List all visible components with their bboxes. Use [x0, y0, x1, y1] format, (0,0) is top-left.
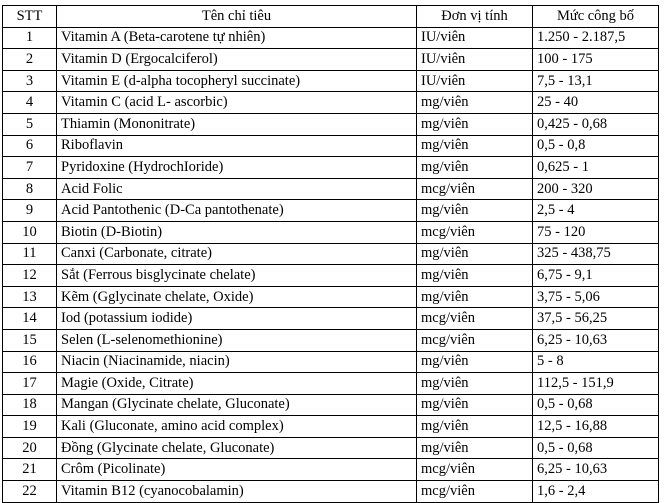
header-level: Mức công bố — [533, 6, 659, 28]
table-row — [3, 113, 659, 135]
table-row — [3, 329, 659, 351]
cell-stt: 13 — [3, 286, 57, 308]
cell-stt: 5 — [3, 113, 57, 135]
cell-level: 200 - 320 — [533, 178, 659, 200]
cell-stt: 15 — [3, 329, 57, 351]
cell-name: Vitamin A (Beta-carotene tự nhiên) — [57, 27, 417, 49]
cell-unit: mg/viên — [417, 243, 533, 265]
cell-level: 100 - 175 — [533, 49, 659, 71]
cell-unit: mg/viên — [417, 286, 533, 308]
cell-name: Thiamin (Mononitrate) — [57, 113, 417, 135]
cell-name: Niacin (Niacinamide, niacin) — [57, 351, 417, 373]
cell-unit: mg/viên — [417, 351, 533, 373]
cell-stt: 17 — [3, 373, 57, 395]
cell-stt: 18 — [3, 394, 57, 416]
cell-stt: 2 — [3, 49, 57, 71]
table-row — [3, 265, 659, 287]
table-row — [3, 92, 659, 114]
cell-name: Sắt (Ferrous bisglycinate chelate) — [57, 265, 417, 287]
cell-unit: mg/viên — [417, 373, 533, 395]
cell-unit: mg/viên — [417, 92, 533, 114]
cell-unit: mcg/viên — [417, 178, 533, 200]
cell-name: Iod (potassium iodide) — [57, 308, 417, 330]
cell-level: 0,425 - 0,68 — [533, 113, 659, 135]
nutrient-table — [2, 5, 659, 503]
cell-name: Crôm (Picolinate) — [57, 459, 417, 481]
table-row — [3, 157, 659, 179]
cell-unit: IU/viên — [417, 70, 533, 92]
cell-unit: mg/viên — [417, 113, 533, 135]
table-row — [3, 416, 659, 438]
table-row — [3, 243, 659, 265]
cell-stt: 7 — [3, 157, 57, 179]
cell-name: Vitamin C (acid L- ascorbic) — [57, 92, 417, 114]
cell-level: 0,625 - 1 — [533, 157, 659, 179]
cell-level: 325 - 438,75 — [533, 243, 659, 265]
cell-unit: mg/viên — [417, 200, 533, 222]
table-row — [3, 437, 659, 459]
table-row — [3, 200, 659, 222]
cell-stt: 20 — [3, 437, 57, 459]
cell-unit: mcg/viên — [417, 481, 533, 503]
cell-stt: 22 — [3, 481, 57, 503]
cell-level: 1,6 - 2,4 — [533, 481, 659, 503]
cell-name: Đồng (Glycinate chelate, Gluconate) — [57, 437, 417, 459]
table-row — [3, 394, 659, 416]
table-row — [3, 178, 659, 200]
table-row — [3, 286, 659, 308]
cell-stt: 19 — [3, 416, 57, 438]
table-row — [3, 221, 659, 243]
cell-name: Kẽm (Gglycinate chelate, Oxide) — [57, 286, 417, 308]
cell-level: 12,5 - 16,88 — [533, 416, 659, 438]
cell-unit: mcg/viên — [417, 329, 533, 351]
cell-stt: 14 — [3, 308, 57, 330]
cell-level: 6,75 - 9,1 — [533, 265, 659, 287]
table-row — [3, 135, 659, 157]
table-row — [3, 459, 659, 481]
cell-unit: IU/viên — [417, 49, 533, 71]
cell-stt: 6 — [3, 135, 57, 157]
cell-name: Acid Folic — [57, 178, 417, 200]
cell-unit: mg/viên — [417, 265, 533, 287]
table-header — [3, 6, 659, 28]
cell-name: Biotin (D-Biotin) — [57, 221, 417, 243]
cell-level: 0,5 - 0,8 — [533, 135, 659, 157]
cell-stt: 21 — [3, 459, 57, 481]
cell-level: 0,5 - 0,68 — [533, 437, 659, 459]
cell-name: Mangan (Glycinate chelate, Gluconate) — [57, 394, 417, 416]
cell-unit: mcg/viên — [417, 221, 533, 243]
cell-stt: 1 — [3, 27, 57, 49]
cell-unit: mg/viên — [417, 416, 533, 438]
cell-name: Vitamin D (Ergocalciferol) — [57, 49, 417, 71]
header-stt: STT — [3, 6, 57, 28]
cell-level: 6,25 - 10,63 — [533, 459, 659, 481]
cell-stt: 10 — [3, 221, 57, 243]
table-row — [3, 49, 659, 71]
table-body — [3, 27, 659, 502]
cell-stt: 12 — [3, 265, 57, 287]
cell-name: Vitamin B12 (cyanocobalamin) — [57, 481, 417, 503]
cell-level: 0,5 - 0,68 — [533, 394, 659, 416]
cell-level: 7,5 - 13,1 — [533, 70, 659, 92]
cell-unit: IU/viên — [417, 27, 533, 49]
header-unit: Đơn vị tính — [417, 6, 533, 28]
cell-level: 6,25 - 10,63 — [533, 329, 659, 351]
cell-name: Riboflavin — [57, 135, 417, 157]
cell-level: 37,5 - 56,25 — [533, 308, 659, 330]
cell-name: Magie (Oxide, Citrate) — [57, 373, 417, 395]
cell-name: Acid Pantothenic (D-Ca pantothenate) — [57, 200, 417, 222]
table-row — [3, 373, 659, 395]
cell-stt: 9 — [3, 200, 57, 222]
cell-name: Pyridoxine (HydrochIoride) — [57, 157, 417, 179]
cell-level: 112,5 - 151,9 — [533, 373, 659, 395]
cell-unit: mg/viên — [417, 437, 533, 459]
table-row — [3, 27, 659, 49]
table-row — [3, 308, 659, 330]
cell-stt: 3 — [3, 70, 57, 92]
cell-level: 3,75 - 5,06 — [533, 286, 659, 308]
cell-unit: mg/viên — [417, 394, 533, 416]
cell-name: Vitamin E (d-alpha tocopheryl succinate) — [57, 70, 417, 92]
cell-stt: 8 — [3, 178, 57, 200]
table-row — [3, 70, 659, 92]
cell-unit: mcg/viên — [417, 308, 533, 330]
cell-level: 2,5 - 4 — [533, 200, 659, 222]
cell-unit: mg/viên — [417, 135, 533, 157]
cell-level: 75 - 120 — [533, 221, 659, 243]
header-row — [3, 6, 659, 28]
header-name: Tên chỉ tiêu — [57, 6, 417, 28]
cell-name: Canxi (Carbonate, citrate) — [57, 243, 417, 265]
cell-unit: mcg/viên — [417, 459, 533, 481]
cell-level: 25 - 40 — [533, 92, 659, 114]
table-row — [3, 351, 659, 373]
cell-name: Selen (L-selenomethionine) — [57, 329, 417, 351]
cell-unit: mg/viên — [417, 157, 533, 179]
cell-level: 1.250 - 2.187,5 — [533, 27, 659, 49]
cell-level: 5 - 8 — [533, 351, 659, 373]
cell-name: Kali (Gluconate, amino acid complex) — [57, 416, 417, 438]
cell-stt: 11 — [3, 243, 57, 265]
cell-stt: 4 — [3, 92, 57, 114]
cell-stt: 16 — [3, 351, 57, 373]
